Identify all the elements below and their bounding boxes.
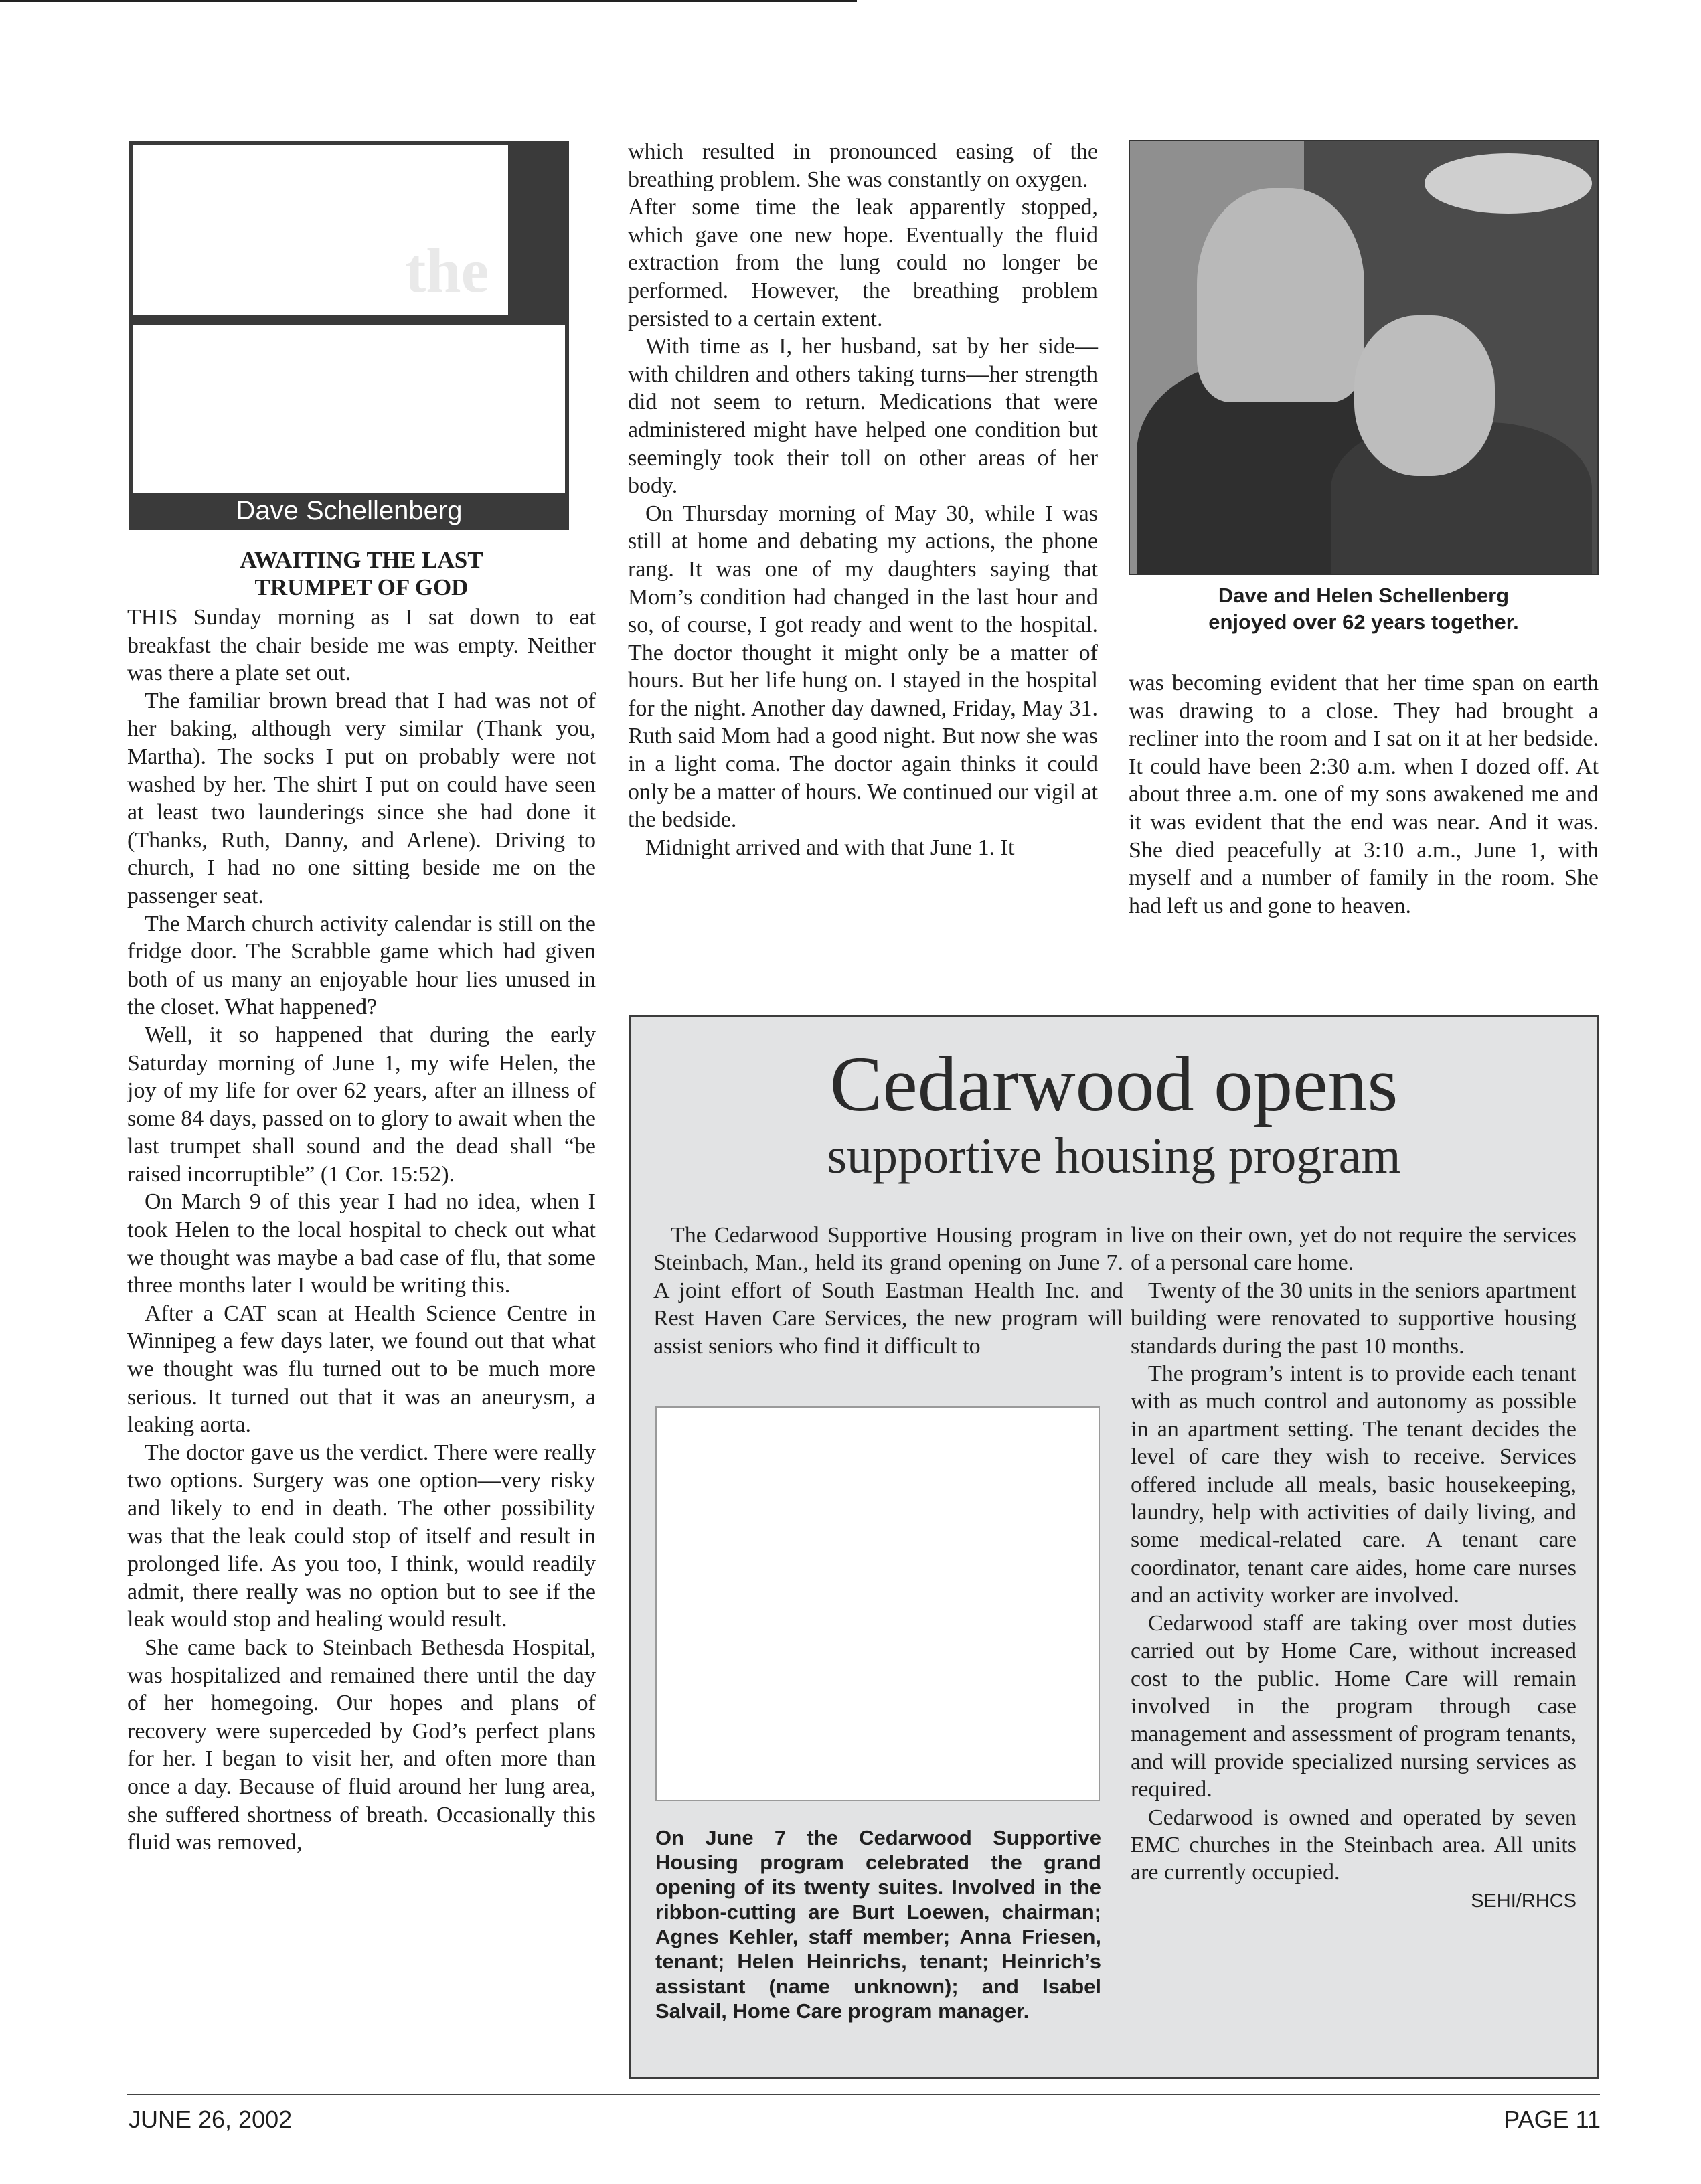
sidebar-column-1	[653, 1222, 1123, 1360]
byline: Dave Schellenberg	[236, 496, 463, 525]
headline-line: AWAITING THE LAST	[240, 547, 483, 573]
page-number: PAGE 11	[1504, 2106, 1601, 2133]
photo-caption	[1129, 582, 1599, 636]
column-logo-word: the	[405, 236, 489, 306]
headline-line: TRUMPET OF GOD	[254, 574, 469, 600]
column-header-graphic	[129, 141, 569, 530]
paragraph: The Cedarwood Supportive Housing program in Steinbach, Man., held its grand opening on June 7. A joint effort of South Eastman Health Inc. and Rest Haven Care Services, the new program will assist seniors who find it difficult to	[653, 1223, 1123, 1359]
paragraph: Cedarwood is owned and operated by seven EMC churches in the Steinbach area. All units are currently occupied.	[1131, 1804, 1576, 1885]
paragraph: was becoming evident that her time span on earth was drawing to a close. They had brought a recliner into the room and I sat on it at her bedside. It could have been 2:30 a.m. when I dozed off. At about three a.m. one of my sons awakened me and it was evident that the end was near. And it was. She died peacefully at 3:10 a.m., June 1, with myself and a number of family in the room. She had left us and gone to heaven.	[1129, 671, 1599, 918]
sidebar-title: Cedarwood opens	[829, 1040, 1398, 1128]
ribbon-cutting-photo	[655, 1406, 1100, 1801]
paragraph: which resulted in pronounced easing of the breathing problem. She was constantly on oxygen.	[628, 139, 1098, 192]
paragraph: Cedarwood staff are taking over most duties carried out by Home Care, without increased cost to the public. Home Care will remain involved in the program through case management and assessment of program tenants, and will provide specialized nursing services as required.	[1131, 1610, 1576, 1802]
paragraph: Midnight arrived and with that June 1. It	[645, 835, 1015, 860]
paragraph: After some time the leak apparently stopped, which gave one new hope. Eventually the fluid extraction from the lung could no longer be performed. However, the breathing problem persisted to a certain extent.	[628, 195, 1098, 331]
sidebar-photo-caption: On June 7 the Cedarwood Supportive Housing program celebrated the grand opening of its twenty suites. Involved in the ribbon-cutting are Burt Loewen, chairman; Agnes Kehler, staff member; Anna Friesen, tenant; Helen Heinrichs, tenant; Heinrich’s assistant (name unknown); and Isabel Salvail, Home Care program manager.	[655, 1826, 1101, 2023]
caption-line: Dave and Helen Schellenberg	[1218, 584, 1510, 607]
paragraph: The familiar brown bread that I had was not of her baking, although very similar (Thank you, Martha). The socks I put on probably were not washed by her. The shirt I put on could have seen at least two launderings since she had done it (Thanks, Ruth, Danny, and Arlene). Driving to church, I had no one sitting beside me on the passenger seat.	[127, 688, 596, 908]
paragraph: With time as I, her husband, sat by her side—with children and others taking turns—her strength did not seem to return. Medications that were administered might have helped one condition but seemingly took their toll on other areas of her body.	[628, 334, 1098, 499]
paragraph: She came back to Steinbach Bethesda Hospital, was hospitalized and remained there until the day of her homegoing. Our hopes and plans of recovery were superceded by God’s perfect plans for her. I began to visit her, and often more than once a day. Because of fluid around her lung area, she suffered shortness of breath. Occasionally this fluid was removed,	[127, 1634, 596, 1855]
article-column-3	[1129, 669, 1599, 920]
paragraph: The doctor gave us the verdict. There were really two options. Surgery was one option—very risky and likely to end in death. The other possibility was that the leak could stop of itself and result in prolonged life. As you too, I think, would readily admit, there really was no option but to see if the leak would stop and healing would result.	[127, 1440, 596, 1632]
paragraph: The program’s intent is to provide each tenant with as much control and autonomy as possible in an apartment setting. The tenant decides the level of care they wish to receive. Services offered include all meals, basic housekeeping, laundry, help with activities of daily living, and some medical-related care. A tenant care coordinator, tenant care aides, home care nurses and an activity worker are involved.	[1131, 1361, 1576, 1608]
footer-rule	[127, 2094, 1600, 2095]
cedarwood-sidebar	[629, 1015, 1599, 2079]
article-headline	[127, 546, 596, 601]
paragraph: Well, it so happened that during the early Saturday morning of June 1, my wife Helen, the joy of my life for over 62 years, after an illness of some 84 days, passed on to glory to await when the last trumpet shall sound and the dead shall “be raised incorruptible” (1 Cor. 15:52).	[127, 1022, 596, 1187]
couple-photo	[1129, 140, 1599, 575]
sidebar-credit: SEHI/RHCS	[1471, 1889, 1576, 1912]
sidebar-column-2	[1131, 1222, 1576, 1915]
paragraph: Twenty of the 30 units in the seniors apartment building were renovated to supportive housing standards during the past 10 months.	[1131, 1278, 1576, 1359]
paragraph: The March church activity calendar is still on the fridge door. The Scrabble game which had given both of us many an enjoyable hour lies unused in the closet. What happened?	[127, 911, 596, 1020]
top-rule	[0, 0, 857, 2]
paragraph: THIS Sunday morning as I sat down to eat breakfast the chair beside me was empty. Neither was there a plate set out.	[127, 605, 596, 686]
article-column-1	[127, 604, 596, 1857]
header-blank-area	[133, 325, 565, 493]
article-column-2	[628, 138, 1098, 861]
paragraph: On Thursday morning of May 30, while I was still at home and debating my actions, the phone rang. It was one of my daughters saying that Mom’s condition had changed in the last hour and so, of course, I got ready and went to the hospital. The doctor thought it might only be a matter of hours. But her life hung on. I stayed in the hospital for the night. Another day dawned, Friday, May 31. Ruth said Mom had a good night. But now she was in a light coma. The doctor again thinks it could only be a matter of hours. We continued our vigil at the bedside.	[628, 501, 1098, 833]
paragraph: After a CAT scan at Health Science Centre in Winnipeg a few days later, we found out that what we thought was flu turned out to be much more serious. It turned out that it was an aneurysm, a leaking aorta.	[127, 1300, 596, 1438]
footer-date: JUNE 26, 2002	[129, 2106, 293, 2133]
paragraph: On March 9 of this year I had no idea, when I took Helen to the local hospital to check out what we thought was maybe a bad case of flu, that some three months later I would be writing this.	[127, 1189, 596, 1298]
caption-line: enjoyed over 62 years together.	[1208, 610, 1519, 634]
sidebar-subtitle: supportive housing program	[827, 1128, 1401, 1184]
paragraph: live on their own, yet do not require the services of a personal care home.	[1131, 1223, 1576, 1276]
